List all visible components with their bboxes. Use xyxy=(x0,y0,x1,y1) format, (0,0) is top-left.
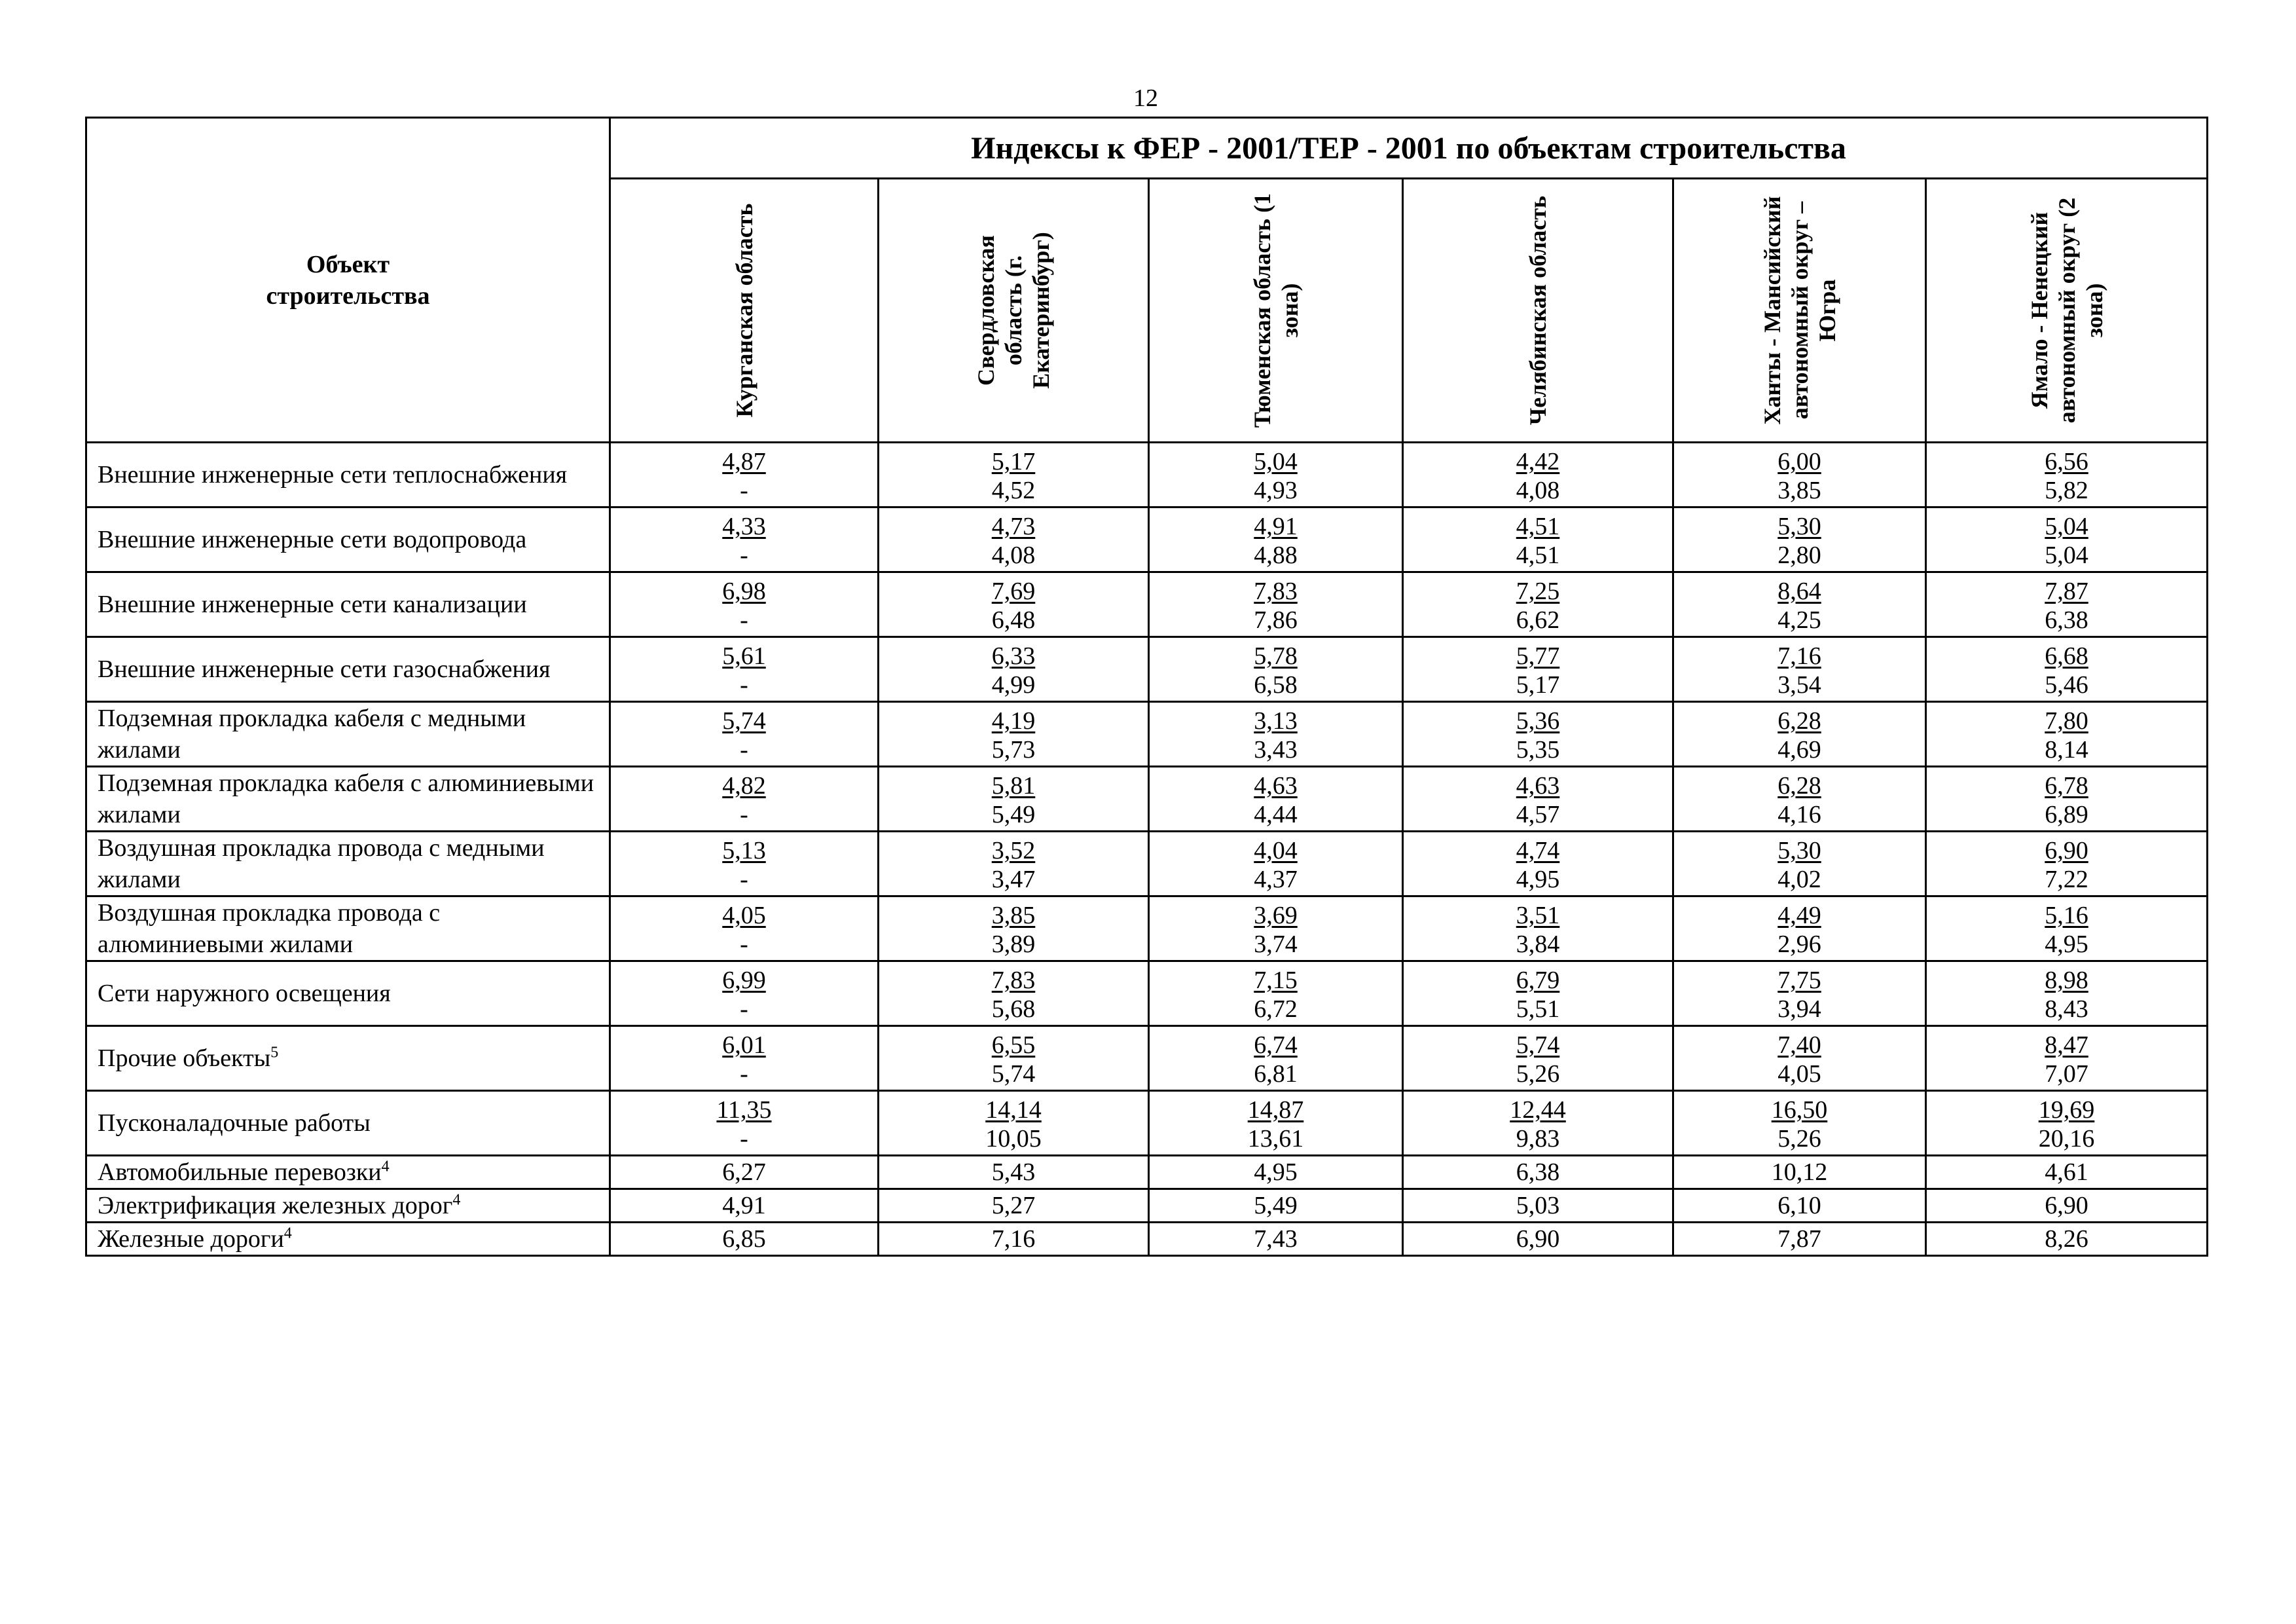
index-value-top: 6,01 xyxy=(722,1031,766,1059)
index-value: 4,95 xyxy=(1149,1156,1403,1189)
footnote-marker: 4 xyxy=(283,1225,292,1242)
value-cell xyxy=(879,572,1149,637)
index-value-bottom: 10,05 xyxy=(985,1125,1042,1153)
index-value-bottom: 4,51 xyxy=(1516,542,1560,569)
value-cell xyxy=(1673,961,1926,1026)
object-name: Пусконаладочные работы xyxy=(98,1109,371,1137)
object-name-cell xyxy=(86,896,610,961)
value-cell xyxy=(1673,572,1926,637)
index-value-top: 6,56 xyxy=(2045,448,2088,475)
index-value: 7,43 xyxy=(1149,1223,1403,1256)
value-cell xyxy=(1926,896,2208,961)
value-cell xyxy=(1673,443,1926,507)
value-cell xyxy=(1673,637,1926,702)
value-cell xyxy=(1403,961,1673,1026)
table-row xyxy=(86,767,2208,832)
index-value-top: 4,33 xyxy=(722,513,766,540)
index-value-bottom: 4,08 xyxy=(1516,477,1560,504)
value-cell xyxy=(1926,572,2208,637)
index-value-bottom: 4,02 xyxy=(1777,866,1821,893)
value-cell xyxy=(1926,507,2208,572)
value-cell xyxy=(1149,832,1403,896)
index-value-bottom: 7,86 xyxy=(1254,606,1298,634)
object-name: Сети наружного освещения xyxy=(98,980,391,1007)
index-value-bottom: - xyxy=(740,931,748,958)
region-header-label: Свердловская область (г. Екатеринбург) xyxy=(973,232,1054,389)
index-value-top: 5,16 xyxy=(2045,902,2088,929)
value-cell xyxy=(610,572,879,637)
index-value-top: 7,40 xyxy=(1777,1031,1821,1059)
main-title: Индексы к ФЕР - 2001/ТЕР - 2001 по объектам строительства xyxy=(610,118,2208,179)
region-header xyxy=(1403,179,1673,443)
object-name: Электрификация железных дорог xyxy=(98,1192,453,1219)
index-value-bottom: - xyxy=(740,671,748,699)
value-cell xyxy=(1403,1026,1673,1091)
index-value-top: 3,69 xyxy=(1254,902,1298,929)
value-cell xyxy=(610,1026,879,1091)
value-cell xyxy=(1926,767,2208,832)
object-name-cell xyxy=(86,507,610,572)
index-value-top: 14,87 xyxy=(1247,1096,1304,1124)
index-value-top: 4,63 xyxy=(1254,772,1298,800)
value-cell xyxy=(879,702,1149,767)
index-value-bottom: 5,04 xyxy=(2045,542,2088,569)
index-value-bottom: 6,81 xyxy=(1254,1060,1298,1088)
index-value: 8,26 xyxy=(1926,1223,2208,1256)
table-row xyxy=(86,1156,2208,1189)
index-value-bottom: 7,07 xyxy=(2045,1060,2088,1088)
index-value-top: 7,15 xyxy=(1254,967,1298,994)
value-cell xyxy=(1673,507,1926,572)
object-name: Подземная прокладка кабеля с алюминиевыми жилами xyxy=(98,769,594,828)
object-name: Воздушная прокладка провода с алюминиевыми жилами xyxy=(98,899,441,958)
index-value-bottom: 3,47 xyxy=(991,866,1036,893)
index-value-bottom: - xyxy=(740,995,748,1023)
object-name: Воздушная прокладка провода с медными жилами xyxy=(98,834,545,893)
index-value-top: 12,44 xyxy=(1510,1096,1566,1124)
index-value-bottom: 5,26 xyxy=(1777,1125,1821,1153)
index-value-top: 6,28 xyxy=(1777,772,1821,800)
region-header xyxy=(1673,179,1926,443)
index-value-top: 4,49 xyxy=(1777,902,1821,929)
index-value-top: 5,30 xyxy=(1777,837,1821,864)
index-value-top: 5,81 xyxy=(991,772,1036,800)
index-value-bottom: 6,48 xyxy=(991,606,1036,634)
index-value: 5,49 xyxy=(1149,1189,1403,1223)
index-value-top: 4,63 xyxy=(1516,772,1560,800)
region-header-label: Курганская область xyxy=(731,203,757,418)
index-value-bottom: 5,35 xyxy=(1516,736,1560,764)
index-value-bottom: 4,52 xyxy=(991,477,1036,504)
value-cell xyxy=(1673,896,1926,961)
index-value: 6,38 xyxy=(1403,1156,1673,1189)
value-cell xyxy=(1926,961,2208,1026)
index-value-top: 6,28 xyxy=(1777,707,1821,735)
value-cell xyxy=(610,637,879,702)
index-value-top: 3,52 xyxy=(991,837,1036,864)
index-value-bottom: - xyxy=(740,542,748,569)
index-value-bottom: 3,74 xyxy=(1254,931,1298,958)
index-value-bottom: 2,80 xyxy=(1777,542,1821,569)
value-cell xyxy=(1149,961,1403,1026)
index-value-top: 4,82 xyxy=(722,772,766,800)
value-cell xyxy=(1149,443,1403,507)
region-header-label: Ямало - Ненецкий автономный округ (2 зона) xyxy=(2026,197,2107,424)
index-value-bottom: 4,25 xyxy=(1777,606,1821,634)
index-value-bottom: 5,26 xyxy=(1516,1060,1560,1088)
index-value-top: 8,64 xyxy=(1777,578,1821,605)
table-body xyxy=(86,443,2208,1256)
index-value-top: 7,87 xyxy=(2045,578,2088,605)
index-value-bottom: 5,73 xyxy=(991,736,1036,764)
index-value-bottom: 6,89 xyxy=(2045,801,2088,828)
index-value-bottom: 8,14 xyxy=(2045,736,2088,764)
table-row xyxy=(86,637,2208,702)
index-value-bottom: 5,82 xyxy=(2045,477,2088,504)
object-name-cell xyxy=(86,702,610,767)
object-name: Внешние инженерные сети газоснабжения xyxy=(98,655,551,683)
index-value-bottom: 2,96 xyxy=(1777,931,1821,958)
value-cell xyxy=(1403,1091,1673,1156)
table-row xyxy=(86,1091,2208,1156)
index-table xyxy=(85,117,2208,1257)
value-cell xyxy=(1673,702,1926,767)
region-header xyxy=(1926,179,2208,443)
index-value: 7,16 xyxy=(879,1223,1149,1256)
index-value: 6,10 xyxy=(1673,1189,1926,1223)
value-cell xyxy=(610,507,879,572)
index-value-top: 6,99 xyxy=(722,967,766,994)
index-value: 10,12 xyxy=(1673,1156,1926,1189)
object-name-cell xyxy=(86,1156,610,1189)
value-cell xyxy=(879,961,1149,1026)
table-row xyxy=(86,896,2208,961)
region-header-label: Челябинская область xyxy=(1525,195,1551,426)
index-value: 6,90 xyxy=(1403,1223,1673,1256)
value-cell xyxy=(1403,767,1673,832)
index-value-top: 3,51 xyxy=(1516,902,1560,929)
index-value-bottom: 4,08 xyxy=(991,542,1036,569)
table-row xyxy=(86,1223,2208,1256)
value-cell xyxy=(1403,896,1673,961)
value-cell xyxy=(879,443,1149,507)
value-cell xyxy=(610,702,879,767)
index-value-bottom: - xyxy=(740,801,748,828)
object-name: Прочие объекты xyxy=(98,1044,271,1072)
index-value-bottom: 5,68 xyxy=(991,995,1036,1023)
index-value-top: 5,61 xyxy=(722,642,766,670)
object-name: Подземная прокладка кабеля с медными жилами xyxy=(98,705,526,764)
table-row xyxy=(86,443,2208,507)
index-value-bottom: 3,89 xyxy=(991,931,1036,958)
region-header xyxy=(610,179,879,443)
index-value-bottom: 6,38 xyxy=(2045,606,2088,634)
index-value-bottom: 4,57 xyxy=(1516,801,1560,828)
index-value-top: 7,83 xyxy=(1254,578,1298,605)
region-header-label: Ханты - Мансийский автономный округ – Югра xyxy=(1758,196,1840,425)
index-value-top: 7,69 xyxy=(991,578,1036,605)
index-value-bottom: 4,16 xyxy=(1777,801,1821,828)
index-value-bottom: 9,83 xyxy=(1516,1125,1560,1153)
object-name-cell xyxy=(86,767,610,832)
region-header xyxy=(879,179,1149,443)
index-value-top: 4,51 xyxy=(1516,513,1560,540)
index-value-bottom: 4,05 xyxy=(1777,1060,1821,1088)
table-row xyxy=(86,702,2208,767)
value-cell xyxy=(879,767,1149,832)
index-value-bottom: - xyxy=(740,1060,748,1088)
index-value: 4,91 xyxy=(610,1189,879,1223)
index-value-top: 6,90 xyxy=(2045,837,2088,864)
index-value-top: 16,50 xyxy=(1771,1096,1828,1124)
index-value-bottom: 3,84 xyxy=(1516,931,1560,958)
table-row xyxy=(86,1189,2208,1223)
index-value-bottom: - xyxy=(740,736,748,764)
value-cell xyxy=(610,832,879,896)
object-column-header: Объект строительства xyxy=(86,118,610,443)
index-value-top: 14,14 xyxy=(985,1096,1042,1124)
index-value-top: 7,83 xyxy=(991,967,1036,994)
index-value-top: 4,87 xyxy=(722,448,766,475)
index-value-bottom: - xyxy=(740,477,748,504)
region-header-label: Тюменская область (1 зона) xyxy=(1248,193,1303,428)
object-name-cell xyxy=(86,961,610,1026)
index-value-top: 6,55 xyxy=(991,1031,1036,1059)
index-value-top: 5,74 xyxy=(1516,1031,1560,1059)
index-value-top: 19,69 xyxy=(2038,1096,2095,1124)
index-value-bottom: 3,43 xyxy=(1254,736,1298,764)
value-cell xyxy=(879,1091,1149,1156)
index-value-top: 5,78 xyxy=(1254,642,1298,670)
value-cell xyxy=(610,1091,879,1156)
value-cell xyxy=(879,896,1149,961)
index-value-bottom: 5,17 xyxy=(1516,671,1560,699)
value-cell xyxy=(1673,1026,1926,1091)
value-cell xyxy=(879,832,1149,896)
object-name-cell xyxy=(86,1091,610,1156)
object-name: Внешние инженерные сети канализации xyxy=(98,591,527,618)
value-cell xyxy=(610,767,879,832)
index-value-top: 4,73 xyxy=(991,513,1036,540)
index-value: 7,87 xyxy=(1673,1223,1926,1256)
index-value-top: 8,98 xyxy=(2045,967,2088,994)
index-value-top: 5,13 xyxy=(722,837,766,864)
index-value-top: 6,33 xyxy=(991,642,1036,670)
index-value-top: 6,79 xyxy=(1516,967,1560,994)
footnote-marker: 4 xyxy=(452,1191,461,1209)
index-value-bottom: 4,93 xyxy=(1254,477,1298,504)
value-cell xyxy=(610,896,879,961)
index-value: 5,43 xyxy=(879,1156,1149,1189)
value-cell xyxy=(879,507,1149,572)
index-value-top: 4,19 xyxy=(991,707,1036,735)
index-value-top: 6,00 xyxy=(1777,448,1821,475)
value-cell xyxy=(1403,572,1673,637)
index-value-bottom: 4,69 xyxy=(1777,736,1821,764)
index-value-top: 5,36 xyxy=(1516,707,1560,735)
index-value-bottom: 5,46 xyxy=(2045,671,2088,699)
footnote-marker: 4 xyxy=(381,1158,390,1175)
value-cell xyxy=(1403,637,1673,702)
index-value: 6,27 xyxy=(610,1156,879,1189)
index-value-bottom: 4,99 xyxy=(991,671,1036,699)
object-name-cell xyxy=(86,637,610,702)
object-name-cell xyxy=(86,443,610,507)
table-row xyxy=(86,832,2208,896)
index-value-bottom: 3,54 xyxy=(1777,671,1821,699)
value-cell xyxy=(1926,702,2208,767)
index-value-top: 8,47 xyxy=(2045,1031,2088,1059)
table-row xyxy=(86,572,2208,637)
value-cell xyxy=(1149,896,1403,961)
table-row xyxy=(86,961,2208,1026)
value-cell xyxy=(1403,832,1673,896)
index-value-bottom: 4,95 xyxy=(1516,866,1560,893)
index-value-bottom: 6,58 xyxy=(1254,671,1298,699)
index-value-top: 6,78 xyxy=(2045,772,2088,800)
object-name-cell xyxy=(86,832,610,896)
index-value-bottom: 5,74 xyxy=(991,1060,1036,1088)
index-value-top: 4,04 xyxy=(1254,837,1298,864)
value-cell xyxy=(1403,507,1673,572)
index-value-bottom: 13,61 xyxy=(1247,1125,1304,1153)
index-value-top: 3,85 xyxy=(991,902,1036,929)
index-value-bottom: 20,16 xyxy=(2038,1125,2095,1153)
index-value-bottom: 3,85 xyxy=(1777,477,1821,504)
object-name-cell xyxy=(86,1026,610,1091)
index-value-bottom: 5,51 xyxy=(1516,995,1560,1023)
index-value-bottom: - xyxy=(740,606,748,634)
value-cell xyxy=(1403,443,1673,507)
index-value-top: 5,77 xyxy=(1516,642,1560,670)
table-row xyxy=(86,507,2208,572)
index-value-top: 5,04 xyxy=(2045,513,2088,540)
value-cell xyxy=(1926,832,2208,896)
index-value-bottom: 6,72 xyxy=(1254,995,1298,1023)
index-value-top: 4,05 xyxy=(722,902,766,929)
index-value-bottom: 8,43 xyxy=(2045,995,2088,1023)
region-header xyxy=(1149,179,1403,443)
value-cell xyxy=(1926,1091,2208,1156)
value-cell xyxy=(1149,702,1403,767)
index-value-top: 4,42 xyxy=(1516,448,1560,475)
index-value-top: 4,91 xyxy=(1254,513,1298,540)
object-name: Внешние инженерные сети водопровода xyxy=(98,526,527,553)
index-value-top: 7,80 xyxy=(2045,707,2088,735)
value-cell xyxy=(1926,1026,2208,1091)
object-name-cell xyxy=(86,572,610,637)
index-value: 6,85 xyxy=(610,1223,879,1256)
index-value: 6,90 xyxy=(1926,1189,2208,1223)
index-value: 4,61 xyxy=(1926,1156,2208,1189)
value-cell xyxy=(1149,507,1403,572)
index-value-bottom: 7,22 xyxy=(2045,866,2088,893)
index-value-top: 3,13 xyxy=(1254,707,1298,735)
index-value: 5,27 xyxy=(879,1189,1149,1223)
index-value-top: 5,74 xyxy=(722,707,766,735)
value-cell xyxy=(1673,767,1926,832)
index-value-bottom: 6,62 xyxy=(1516,606,1560,634)
value-cell xyxy=(610,961,879,1026)
value-cell xyxy=(1926,637,2208,702)
index-value-top: 7,25 xyxy=(1516,578,1560,605)
index-value-bottom: 4,44 xyxy=(1254,801,1298,828)
index-value-bottom: 5,49 xyxy=(991,801,1036,828)
object-name-cell xyxy=(86,1189,610,1223)
value-cell xyxy=(879,1026,1149,1091)
value-cell xyxy=(1149,637,1403,702)
index-value-top: 7,16 xyxy=(1777,642,1821,670)
index-value-top: 7,75 xyxy=(1777,967,1821,994)
value-cell xyxy=(879,637,1149,702)
value-cell xyxy=(1926,443,2208,507)
value-cell xyxy=(1673,832,1926,896)
index-value-top: 6,98 xyxy=(722,578,766,605)
table-row xyxy=(86,1026,2208,1091)
index-value: 5,03 xyxy=(1403,1189,1673,1223)
index-value-top: 5,04 xyxy=(1254,448,1298,475)
index-value-top: 4,74 xyxy=(1516,837,1560,864)
object-name: Внешние инженерные сети теплоснабжения xyxy=(98,461,568,489)
page-number: 12 xyxy=(1133,84,1158,112)
index-value-bottom: 4,88 xyxy=(1254,542,1298,569)
value-cell xyxy=(1149,1026,1403,1091)
index-value-bottom: 3,94 xyxy=(1777,995,1821,1023)
index-value-bottom: 4,37 xyxy=(1254,866,1298,893)
index-value-top: 6,68 xyxy=(2045,642,2088,670)
index-value-top: 6,74 xyxy=(1254,1031,1298,1059)
footnote-marker: 5 xyxy=(270,1044,279,1061)
object-name-cell xyxy=(86,1223,610,1256)
value-cell xyxy=(1149,572,1403,637)
index-value-bottom: 4,95 xyxy=(2045,931,2088,958)
object-name: Железные дороги xyxy=(98,1225,284,1253)
value-cell xyxy=(1149,767,1403,832)
index-value-top: 11,35 xyxy=(716,1096,772,1124)
index-value-top: 5,30 xyxy=(1777,513,1821,540)
value-cell xyxy=(1673,1091,1926,1156)
index-value-bottom: - xyxy=(740,1125,748,1153)
value-cell xyxy=(1149,1091,1403,1156)
object-name: Автомобильные перевозки xyxy=(98,1158,382,1186)
value-cell xyxy=(610,443,879,507)
value-cell xyxy=(1403,702,1673,767)
index-value-bottom: - xyxy=(740,866,748,893)
index-value-top: 5,17 xyxy=(991,448,1036,475)
